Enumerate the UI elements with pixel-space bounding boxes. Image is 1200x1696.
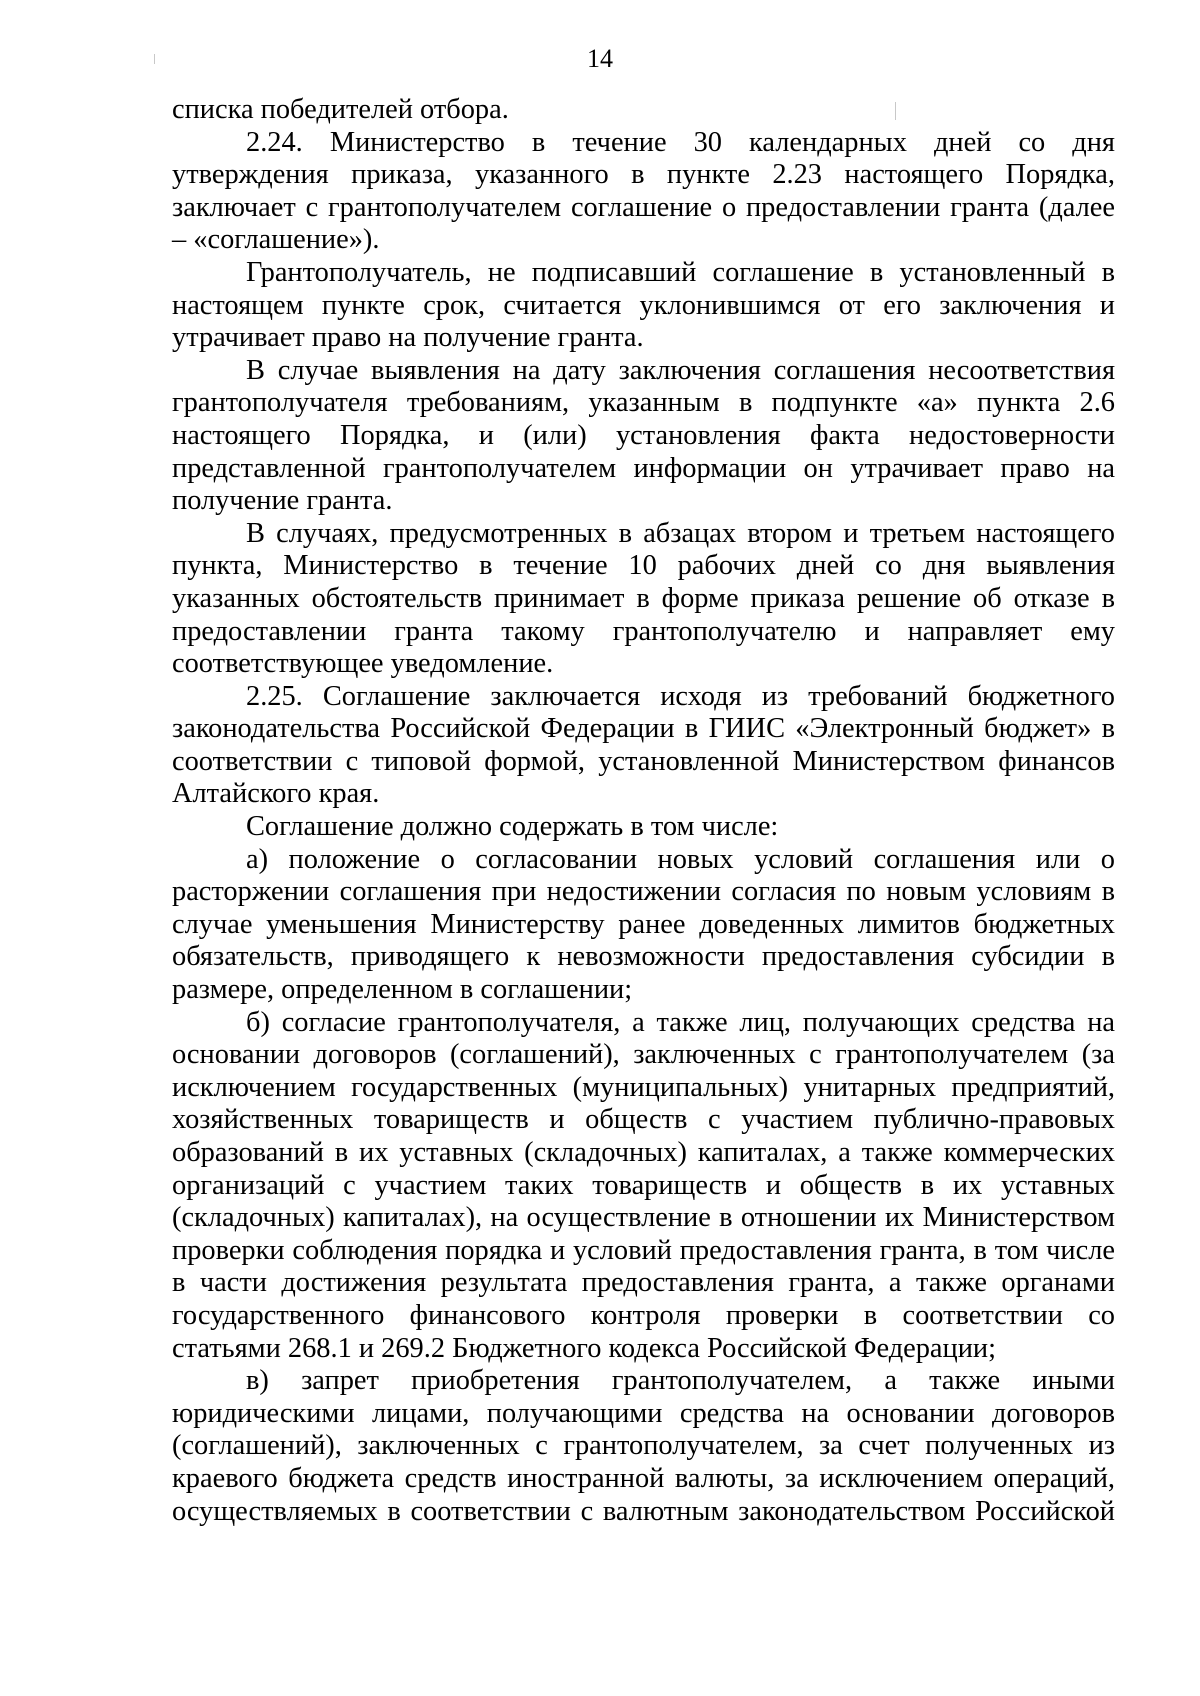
- page-number: 14: [587, 44, 613, 73]
- list-item-b: б) согласие грантополучателя, а также лиц, получающих средства на основании договоров (соглашений), заключенных с грантополучателем (за исключением государственных (муниципальных) унитарных предприятий, хозяйственных товариществ и обществ с участием публично-правовых образований в их уставных (складочных) капиталах, а также коммерческих организаций с участием таких товариществ и обществ в их уставных (складочных) капиталах), на осуществление в отношении их Министерством проверки соблюдения порядка и условий предоставления гранта, в том числе в части достижения результата предоставления гранта, а также органами государственного финансового контроля проверки в соответствии со статьями 268.1 и 269.2 Бюджетного кодекса Российской Федерации;: [172, 1006, 1115, 1364]
- paragraph-2-25: 2.25. Соглашение заключается исходя из требований бюджетного законодательства Российской Федерации в ГИИС «Электронный бюджет» в соответствии с типовой формой, установленной Министерством финансов Алтайского края.: [172, 680, 1115, 810]
- paragraph-refusal-decision: В случаях, предусмотренных в абзацах втором и третьем настоящего пункта, Министерство в течение 10 рабочих дней со дня выявления указанных обстоятельств принимает в форме приказа решение об отказе в предоставлении гранта такому грантополучателю и направляет ему соответствующее уведомление.: [172, 517, 1115, 680]
- list-item-a: а) положение о согласовании новых условий соглашения или о расторжении соглашения при недостижении согласия по новым условиям в случае уменьшения Министерству ранее доведенных лимитов бюджетных обязательств, приводящего к невозможности предоставления субсидии в размере, определенном в соглашении;: [172, 843, 1115, 1006]
- paragraph-agreement-contents: Соглашение должно содержать в том числе:: [246, 811, 779, 843]
- list-item-v: в) запрет приобретения грантополучателем, а также иными юридическими лицами, получающими средства на основании договоров (соглашений), заключенных с грантополучателем, за счет полученных из краевого бюджета средств иностранной валюты, за исключением операций, осуществляемых в соответствии с валютным законодательством Российской: [172, 1365, 1115, 1527]
- paragraph-refusal-to-sign: Грантополучатель, не подписавший соглашение в установленный в настоящем пункте срок, считается уклонившимся от его заключения и утрачивает право на получение гранта.: [172, 256, 1115, 354]
- document-body: [172, 94, 1115, 1528]
- paragraph-continuation: списка победителей отбора.: [172, 94, 509, 125]
- paragraph-2-24: 2.24. Министерство в течение 30 календарных дней со дня утверждения приказа, указанного в пункте 2.23 настоящего Порядка, заключает с грантополучателем соглашение о предоставлении гранта (далее – «соглашение»).: [172, 126, 1115, 256]
- paragraph-nonconformity: В случае выявления на дату заключения соглашения несоответствия грантополучателя требованиям, указанным в подпункте «а» пункта 2.6 настоящего Порядка, и (или) установления факта недостоверности представленной грантополучателем информации он утрачивает право на получение гранта.: [172, 354, 1115, 517]
